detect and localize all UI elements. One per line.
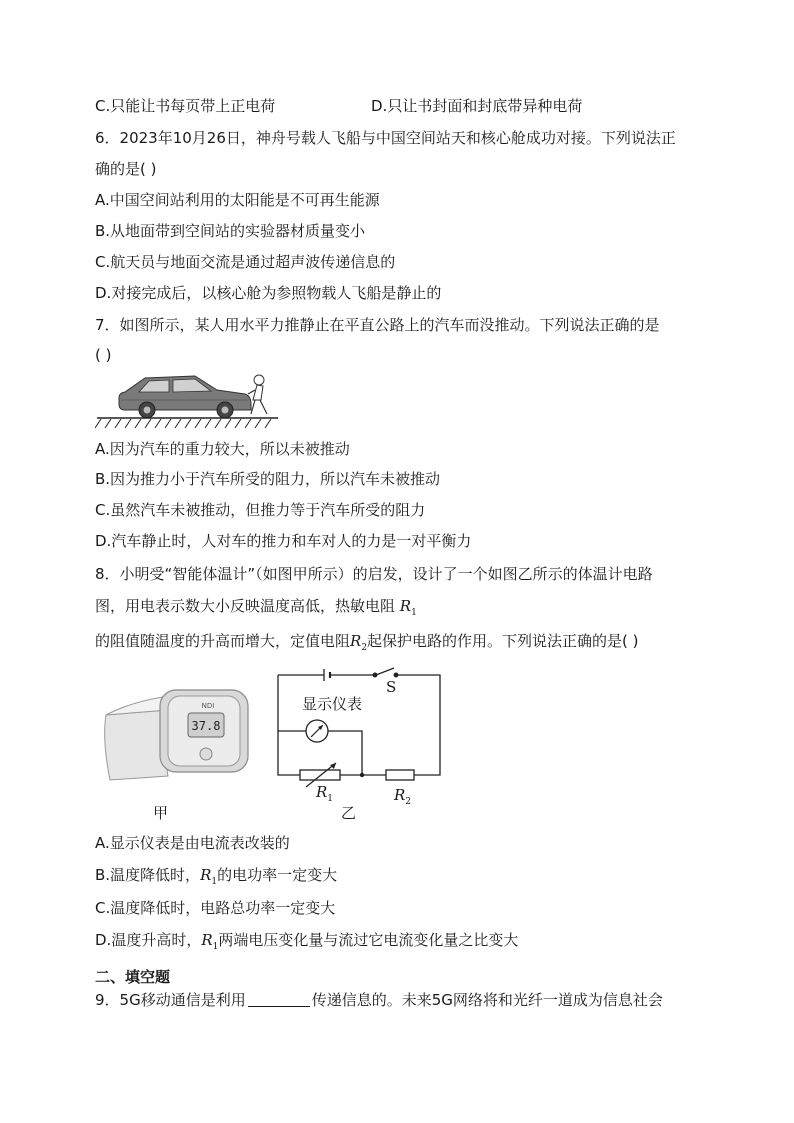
q8-stem-line1: 8．小明受“智能体温计”（如图甲所示）的启发，设计了一个如图乙所示的体温计电路 (95, 565, 653, 583)
q7-option-b: B.因为推力小于汽车所受的阻力，所以汽车未被推动 (95, 470, 441, 488)
r2-symbol: $R_2$ (350, 632, 368, 653)
r1-symbol: $R_1$ (399, 597, 417, 618)
circuit-meter-label: 显示仪表 (302, 695, 363, 713)
q9-answer-blank[interactable] (248, 992, 310, 1007)
fig-label-jia: 甲 (153, 804, 169, 822)
q7-option-d: D.汽车静止时，人对车的推力和车对人的力是一对平衡力 (95, 532, 472, 550)
section-heading-fill-blank: 二、填空题 (95, 968, 171, 986)
device-brand-label: NDI (201, 702, 215, 710)
circuit-diagram (270, 665, 450, 815)
q8-option-c: C.温度降低时，电路总功率一定变大 (95, 899, 336, 917)
car-push-figure (95, 368, 280, 430)
switch-blade (376, 668, 394, 675)
fig-label-yi: 乙 (341, 804, 357, 822)
q6-stem-line1: 6．2023年10月26日，神舟号载人飞船与中国空间站天和核心舱成功对接。下列说法正 (95, 129, 676, 147)
circuit-switch-label: S (386, 678, 397, 696)
q8-stem-line2: 图，用电表示数大小反映温度高低，热敏电阻 $R_1$ (95, 597, 417, 618)
circuit-r1-label: $R_1$ (316, 783, 334, 804)
q8-stem-line3: 的阻值随温度的升高而增大，定值电阻$R_2$起保护电路的作用。下列说法正确的是( ) (95, 632, 639, 653)
q7-stem-line2: ( ) (95, 346, 112, 364)
q7-option-a: A.因为汽车的重力较大，所以未被推动 (95, 440, 350, 458)
q8-option-d: D.温度升高时，$R_1$两端电压变化量与流过它电流变化量之比变大 (95, 931, 519, 952)
q6-option-a: A.中国空间站利用的太阳能是不可再生能源 (95, 191, 380, 209)
q7-option-c: C.虽然汽车未被推动，但推力等于汽车所受的阻力 (95, 501, 426, 519)
circuit-r2-label: $R_2$ (394, 786, 412, 807)
q5-option-d: D.只让书封面和封底带异种电荷 (371, 97, 583, 115)
q6-option-b: B.从地面带到空间站的实验器材质量变小 (95, 222, 366, 240)
q6-option-c: C.航天员与地面交流是通过超声波传递信息的 (95, 253, 396, 271)
road-ground (95, 418, 278, 428)
q6-stem-line2: 确的是( ) (95, 160, 157, 178)
q5-option-c: C.只能让书每页带上正电荷 (95, 97, 276, 115)
car-image (119, 376, 251, 418)
q6-option-d: D.对接完成后，以核心舱为参照物载人飞船是静止的 (95, 284, 442, 302)
q8-option-a: A.显示仪表是由电流表改装的 (95, 834, 290, 852)
device-display-reading: 37.8 (191, 719, 221, 733)
q7-stem-line1: 7．如图所示，某人用水平力推静止在平直公路上的汽车而没推动。下列说法正确的是 (95, 316, 660, 334)
q9-stem: 9．5G移动通信是利用 传递信息的。未来5G网络将和光纤一道成为信息社会 (95, 991, 663, 1009)
smart-thermometer-figure (98, 680, 258, 785)
q8-option-b: B.温度降低时，$R_1$的电功率一定变大 (95, 866, 338, 887)
